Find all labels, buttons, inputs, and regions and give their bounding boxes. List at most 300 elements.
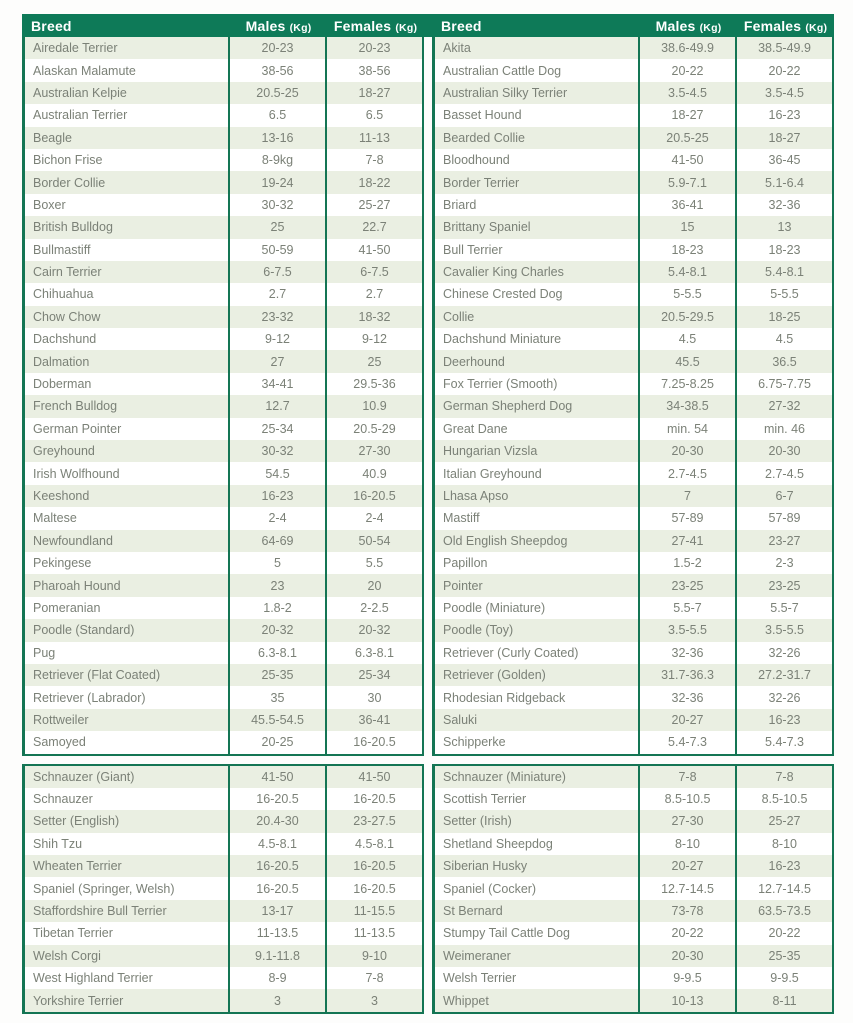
table-row [435,328,832,350]
breed-cell: Retriever (Curly Coated) [435,642,640,664]
males-weight-cell: 20-22 [640,922,737,944]
table-row [25,709,422,731]
breed-cell: Airedale Terrier [25,37,230,59]
males-weight-cell: 4.5 [640,328,737,350]
column-header-breed: Breed [441,17,482,34]
males-weight-cell: 5.9-7.1 [640,171,737,193]
males-weight-cell: 6-7.5 [230,261,327,283]
breed-cell: Mastiff [435,507,640,529]
breed-cell: Doberman [25,373,230,395]
females-weight-cell: 63.5-73.5 [758,904,811,919]
males-weight-cell: 3.5-4.5 [640,82,737,104]
table-header [22,14,424,37]
females-weight-cell: 5.5 [365,556,384,571]
males-weight-cell: 64-69 [230,530,327,552]
males-weight-cell: 54.5 [230,462,327,484]
males-weight-cell: 7.25-8.25 [640,373,737,395]
males-weight-cell: 5.5-7 [640,597,737,619]
females-weight-cell: 8-11 [772,993,797,1008]
breed-cell: Welsh Terrier [435,967,640,989]
table-row [435,395,832,417]
breed-cell: Australian Cattle Dog [435,59,640,81]
table-row [25,855,422,877]
table-row [435,833,832,855]
table-row [25,900,422,922]
table-row [25,877,422,899]
males-unit-label: (Kg) [289,21,312,34]
breed-weight-tables [22,14,834,1014]
males-weight-cell: 20-25 [230,731,327,753]
table-row [435,967,832,989]
females-weight-cell: 20.5-29 [353,421,396,436]
males-weight-cell: 8-10 [640,833,737,855]
breed-cell: Great Dane [435,418,640,440]
males-weight-cell: 9.1-11.8 [230,945,327,967]
males-weight-cell: 10-13 [640,989,737,1011]
breed-cell: Australian Kelpie [25,82,230,104]
females-weight-cell: 5.5-7 [770,600,799,615]
females-label: Females [333,17,392,34]
breed-cell: Poodle (Toy) [435,619,640,641]
table-row [435,127,832,149]
table-row [435,194,832,216]
females-weight-cell: 18-23 [768,242,801,257]
breed-cell: Whippet [435,989,640,1011]
females-weight-cell: 5.4-8.1 [765,265,804,280]
males-weight-cell: 16-23 [230,485,327,507]
table-row [435,149,832,171]
table-row [435,686,832,708]
breed-cell: Rhodesian Ridgeback [435,686,640,708]
males-weight-cell: 18-27 [640,104,737,126]
females-weight-cell: 36-45 [768,153,801,168]
table-row [435,37,832,59]
breed-cell: Australian Terrier [25,104,230,126]
breed-cell: Samoyed [25,731,230,753]
males-weight-cell: 8.5-10.5 [640,788,737,810]
females-weight-cell: 4.5-8.1 [355,836,394,851]
breed-cell: Collie [435,306,640,328]
breed-cell: Schnauzer (Giant) [25,766,230,788]
males-weight-cell: 2.7 [230,283,327,305]
males-weight-cell: 30-32 [230,194,327,216]
males-weight-cell: 6.3-8.1 [230,642,327,664]
breed-cell: Saluki [435,709,640,731]
males-weight-cell: 45.5 [640,350,737,372]
table-row [435,619,832,641]
breed-cell: Beagle [25,127,230,149]
table-row [435,373,832,395]
table-row [435,440,832,462]
table-row [435,104,832,126]
females-weight-cell: 16-20.5 [353,881,396,896]
males-weight-cell: 25 [230,216,327,238]
males-weight-cell: 32-36 [640,686,737,708]
table-row [25,418,422,440]
breed-cell: Dalmation [25,350,230,372]
table-row [25,989,422,1011]
breed-cell: Bloodhound [435,149,640,171]
females-weight-cell: 8.5-10.5 [761,792,808,807]
males-weight-cell: 9-9.5 [640,967,737,989]
males-weight-cell: 20-27 [640,709,737,731]
males-weight-cell: 1.5-2 [640,552,737,574]
males-weight-cell: 18-23 [640,239,737,261]
table-row [435,530,832,552]
table-section-lower [22,764,424,1014]
females-weight-cell: 50-54 [358,533,391,548]
females-weight-cell: 25-27 [358,197,391,212]
column-header-females [327,18,424,34]
table-row [435,855,832,877]
breed-cell: Bichon Frise [25,149,230,171]
males-weight-cell: 5.4-7.3 [640,731,737,753]
breed-cell: Deerhound [435,350,640,372]
breed-cell: Dachshund [25,328,230,350]
breed-cell: Basset Hound [435,104,640,126]
breed-cell: Briard [435,194,640,216]
females-weight-cell: 18-25 [768,309,801,324]
females-weight-cell: 18-27 [768,130,801,145]
table-row [25,37,422,59]
table-row [435,574,832,596]
table-row [435,945,832,967]
females-weight-cell: 32-36 [768,197,801,212]
females-weight-cell: 40.9 [362,466,387,481]
females-weight-cell: 16-23 [768,108,801,123]
breed-cell: Retriever (Flat Coated) [25,664,230,686]
breed-cell: Retriever (Golden) [435,664,640,686]
breed-cell: Bullmastiff [25,239,230,261]
breed-cell: Hungarian Vizsla [435,440,640,462]
females-weight-cell: 3.5-4.5 [765,85,804,100]
breed-table-right [432,14,834,1014]
males-weight-cell: 38.6-49.9 [640,37,737,59]
males-weight-cell: 12.7-14.5 [640,877,737,899]
breed-cell: Chow Chow [25,306,230,328]
table-row [25,59,422,81]
table-row [435,766,832,788]
breed-cell: Poodle (Miniature) [435,597,640,619]
breed-cell: Bearded Collie [435,127,640,149]
breed-cell: Weimeraner [435,945,640,967]
table-row [435,239,832,261]
breed-cell: Siberian Husky [435,855,640,877]
males-weight-cell: 20-23 [230,37,327,59]
breed-cell: Papillon [435,552,640,574]
males-weight-cell: 30-32 [230,440,327,462]
breed-cell: Yorkshire Terrier [25,989,230,1011]
table-row [435,597,832,619]
table-row [25,574,422,596]
table-section-upper [432,37,834,756]
males-weight-cell: 27-30 [640,810,737,832]
table-row [25,82,422,104]
males-weight-cell: 20-27 [640,855,737,877]
males-weight-cell: 16-20.5 [230,788,327,810]
males-weight-cell: 31.7-36.3 [640,664,737,686]
table-row [25,507,422,529]
table-section-lower [432,764,834,1014]
females-weight-cell: 2.7-4.5 [765,466,804,481]
females-weight-cell: 16-23 [768,859,801,874]
males-weight-cell: 16-20.5 [230,855,327,877]
females-weight-cell: 18-32 [358,309,391,324]
breed-cell: Poodle (Standard) [25,619,230,641]
males-weight-cell: 19-24 [230,171,327,193]
females-weight-cell: 11-13.5 [353,926,396,941]
males-weight-cell: 7 [640,485,737,507]
males-weight-cell: 6.5 [230,104,327,126]
males-label: Males [655,17,696,34]
males-weight-cell: min. 54 [640,418,737,440]
breed-cell: Cavalier King Charles [435,261,640,283]
females-weight-cell: 13 [777,220,792,235]
breed-cell: Irish Wolfhound [25,462,230,484]
table-row [25,552,422,574]
females-weight-cell: 7-8 [365,971,384,986]
males-weight-cell: 23 [230,574,327,596]
breed-cell: Pekingese [25,552,230,574]
males-weight-cell: 23-32 [230,306,327,328]
males-weight-cell: 11-13.5 [230,922,327,944]
females-weight-cell: 5-5.5 [770,287,799,302]
females-weight-cell: 20-22 [768,926,801,941]
females-weight-cell: 3.5-5.5 [765,623,804,638]
males-weight-cell: 1.8-2 [230,597,327,619]
females-weight-cell: 22.7 [362,220,387,235]
females-weight-cell: 16-20.5 [353,792,396,807]
breed-cell: Akita [435,37,640,59]
females-weight-cell: 2.7 [365,287,384,302]
breed-cell: Cairn Terrier [25,261,230,283]
males-weight-cell: 27 [230,350,327,372]
males-weight-cell: 20-30 [640,440,737,462]
table-row [435,283,832,305]
breed-cell: German Pointer [25,418,230,440]
males-weight-cell: 3 [230,989,327,1011]
females-weight-cell: 38.5-49.9 [758,41,811,56]
females-weight-cell: min. 46 [764,421,805,436]
males-weight-cell: 20.5-29.5 [640,306,737,328]
table-row [25,530,422,552]
females-weight-cell: 32-26 [768,690,801,705]
females-weight-cell: 20-23 [358,41,391,56]
breed-cell: Setter (Irish) [435,810,640,832]
males-weight-cell: 20-22 [640,59,737,81]
females-weight-cell: 18-22 [358,175,391,190]
breed-cell: Boxer [25,194,230,216]
breed-cell: West Highland Terrier [25,967,230,989]
females-weight-cell: 2-2.5 [360,600,389,615]
females-weight-cell: 6-7.5 [360,265,389,280]
females-weight-cell: 20 [367,578,382,593]
females-weight-cell: 6.5 [365,108,384,123]
females-weight-cell: 9-10 [361,948,388,963]
females-weight-cell: 7-8 [365,153,384,168]
females-weight-cell: 36.5 [772,354,797,369]
females-weight-cell: 16-20.5 [353,489,396,503]
females-weight-cell: 16-20.5 [353,859,396,874]
table-row [435,82,832,104]
breed-cell: French Bulldog [25,395,230,417]
males-weight-cell: 34-41 [230,373,327,395]
males-unit-label: (Kg) [699,21,722,34]
breed-cell: Alaskan Malamute [25,59,230,81]
table-row [25,642,422,664]
column-header-males [640,18,737,34]
females-weight-cell: 9-9.5 [770,971,799,986]
breed-cell: St Bernard [435,900,640,922]
males-weight-cell: 20.5-25 [230,82,327,104]
breed-cell: Keeshond [25,485,230,507]
column-header-males [230,18,327,34]
table-row [25,149,422,171]
breed-cell: Pointer [435,574,640,596]
breed-cell: Maltese [25,507,230,529]
table-row [435,900,832,922]
females-weight-cell: 7-8 [775,769,794,784]
table-row [435,261,832,283]
breed-cell: Old English Sheepdog [435,530,640,552]
males-weight-cell: 8-9 [230,967,327,989]
table-row [435,788,832,810]
table-row [435,216,832,238]
females-weight-cell: 36-41 [358,712,391,727]
table-row [25,373,422,395]
table-row [435,552,832,574]
males-weight-cell: 38-56 [230,59,327,81]
females-weight-cell: 6.75-7.75 [758,377,811,392]
table-row [435,810,832,832]
breed-cell: Rottweiler [25,709,230,731]
table-row [25,194,422,216]
table-row [435,664,832,686]
males-weight-cell: 25-35 [230,664,327,686]
males-weight-cell: 12.7 [230,395,327,417]
table-row [25,283,422,305]
males-weight-cell: 13-16 [230,127,327,149]
table-section-upper [22,37,424,756]
females-weight-cell: 2-4 [365,511,384,526]
females-weight-cell: 9-12 [361,332,388,347]
females-weight-cell: 6.3-8.1 [355,645,394,660]
table-row [25,686,422,708]
breed-cell: Welsh Corgi [25,945,230,967]
table-row [25,945,422,967]
females-weight-cell: 38-56 [358,63,391,78]
breed-cell: Spaniel (Cocker) [435,877,640,899]
females-unit-label: (Kg) [395,21,418,34]
females-weight-cell: 25-35 [768,948,801,963]
breed-cell: Schipperke [435,731,640,753]
females-weight-cell: 5.1-6.4 [765,175,804,190]
breed-cell: Border Collie [25,171,230,193]
males-weight-cell: 20-30 [640,945,737,967]
breed-cell: Spaniel (Springer, Welsh) [25,877,230,899]
table-row [25,619,422,641]
breed-cell: Scottish Terrier [435,788,640,810]
males-weight-cell: 7-8 [640,766,737,788]
males-weight-cell: 20.4-30 [230,810,327,832]
breed-cell: Chinese Crested Dog [435,283,640,305]
table-row [435,709,832,731]
table-row [25,216,422,238]
table-row [435,485,832,507]
females-weight-cell: 12.7-14.5 [758,881,811,896]
breed-cell: Retriever (Labrador) [25,686,230,708]
table-row [25,328,422,350]
table-body-right [432,37,834,1014]
females-weight-cell: 20-32 [358,623,391,638]
table-row [435,731,832,753]
table-row [435,989,832,1011]
females-weight-cell: 27-30 [358,444,391,459]
breed-cell: Stumpy Tail Cattle Dog [435,922,640,944]
breed-cell: Wheaten Terrier [25,855,230,877]
breed-cell: German Shepherd Dog [435,395,640,417]
females-weight-cell: 6-7 [775,489,794,503]
males-weight-cell: 41-50 [640,149,737,171]
males-weight-cell: 16-20.5 [230,877,327,899]
females-unit-label: (Kg) [805,21,828,34]
breed-cell: Chihuahua [25,283,230,305]
breed-cell: Bull Terrier [435,239,640,261]
table-row [25,239,422,261]
breed-cell: Newfoundland [25,530,230,552]
females-weight-cell: 23-27.5 [353,814,396,829]
males-weight-cell: 4.5-8.1 [230,833,327,855]
females-weight-cell: 27.2-31.7 [758,668,811,683]
breed-cell: Australian Silky Terrier [435,82,640,104]
table-row [435,171,832,193]
males-weight-cell: 13-17 [230,900,327,922]
breed-cell: Dachshund Miniature [435,328,640,350]
table-row [25,664,422,686]
table-row [435,306,832,328]
breed-cell: Pomeranian [25,597,230,619]
table-row [25,788,422,810]
females-weight-cell: 11-15.5 [353,904,396,919]
males-weight-cell: 50-59 [230,239,327,261]
table-row [435,877,832,899]
table-row [25,731,422,753]
table-body-left [22,37,424,1014]
breed-cell: Pug [25,642,230,664]
females-weight-cell: 5.4-7.3 [765,735,804,750]
table-row [25,485,422,507]
table-row [25,597,422,619]
males-weight-cell: 20-32 [230,619,327,641]
table-row [435,507,832,529]
females-weight-cell: 32-26 [768,645,801,660]
males-weight-cell: 23-25 [640,574,737,596]
table-row [25,104,422,126]
breed-cell: Pharoah Hound [25,574,230,596]
table-row [25,306,422,328]
males-weight-cell: 5-5.5 [640,283,737,305]
females-weight-cell: 41-50 [358,242,391,257]
table-row [25,350,422,372]
females-weight-cell: 10.9 [362,399,387,414]
females-weight-cell: 27-32 [768,399,801,414]
females-weight-cell: 16-23 [768,712,801,727]
table-row [25,810,422,832]
breed-cell: British Bulldog [25,216,230,238]
females-weight-cell: 8-10 [771,836,798,851]
males-weight-cell: 15 [640,216,737,238]
table-header [432,14,834,37]
